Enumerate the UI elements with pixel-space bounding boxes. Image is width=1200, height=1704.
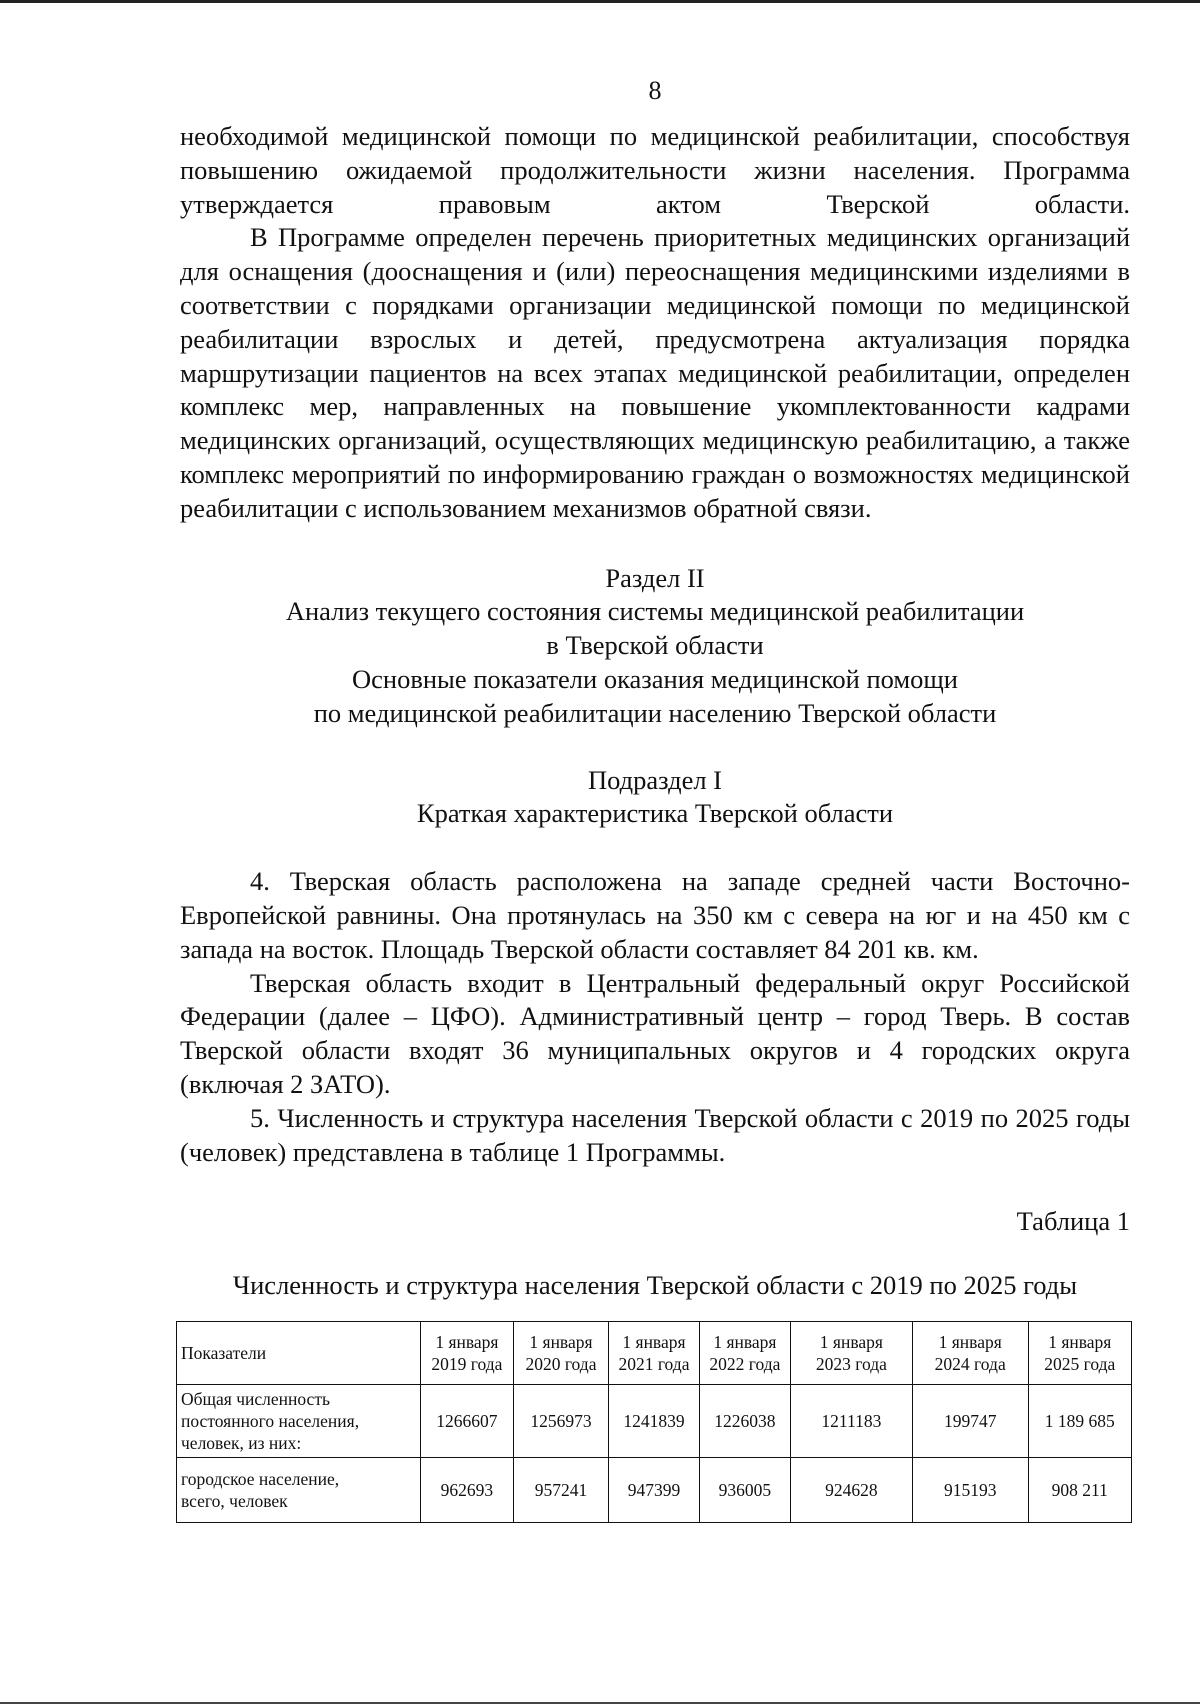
header-year-2021: 1 января 2021 года [609, 1322, 700, 1385]
table-cell: 1211183 [790, 1385, 912, 1458]
table-row [177, 1458, 1132, 1523]
subsection-heading [180, 764, 1130, 832]
points-block [180, 865, 1130, 1169]
table-cell: 957241 [513, 1458, 608, 1523]
header-year-2019: 1 января 2019 года [420, 1322, 513, 1385]
scan-edge-top [0, 0, 1200, 3]
row-label-total-population: Общая численность постоянного населения, человек, из них: [177, 1385, 421, 1458]
page-number: 8 [648, 76, 662, 105]
population-table [176, 1321, 1132, 1523]
point-4-admin-paragraph: Тверская область входит в Центральный федеральный округ Российской Федерации (далее – ЦФО). Административный центр – город Тверь. В состав Тверской области входят 36 муниципальных округов и 4 городских округа (включая 2 ЗАТО). [180, 967, 1130, 1099]
table-cell: 199747 [912, 1385, 1028, 1458]
header-year-2025: 1 января 2025 года [1028, 1322, 1131, 1385]
intro-paragraph-program: В Программе определен перечень приоритетных медицинских организаций для оснащения (дооснащения и (или) переоснащения медицинскими изделиями в соответствии с порядками организации медицинской помощи по медицинской реабилитации взрослых и детей, предусмотрена актуализация порядка маршрутизации пациентов на всех этапах медицинской реабилитации, определен комплекс мер, направленных на повышение укомплектованности кадрами медицинских организаций, осуществляющих медицинскую реабилитацию, а также комплекс мероприятий по информированию граждан о возможностях медицинской реабилитации с использованием механизмов обратной связи. [180, 222, 1130, 523]
intro-paragraph-continuation: необходимой медицинской помощи по медицинской реабилитации, способствуя повышению ожидаемой продолжительности жизни населения. Программа утверждается правовым актом Тверской области. [180, 121, 1130, 219]
section-label: Раздел II [605, 562, 705, 593]
table-cell: 947399 [609, 1458, 700, 1523]
point-5-paragraph: 5. Численность и структура населения Тверской области с 2019 по 2025 годы (человек) представлена в таблице 1 Программы. [180, 1102, 1130, 1167]
row-label-urban-population: городское население, всего, человек [177, 1458, 421, 1523]
section-title-line-1: Анализ текущего состояния системы медицинской реабилитации [285, 596, 1025, 627]
table-title: Численность и структура населения Тверской области с 2019 по 2025 годы [232, 1270, 1078, 1301]
table-cell: 1226038 [699, 1385, 790, 1458]
table-cell: 1 189 685 [1028, 1385, 1131, 1458]
header-year-2020: 1 января 2020 года [513, 1322, 608, 1385]
table-cell: 1266607 [420, 1385, 513, 1458]
table-row [177, 1385, 1132, 1458]
table-cell: 962693 [420, 1458, 513, 1523]
section-subtitle-line-1: Основные показатели оказания медицинской помощи [352, 663, 958, 694]
header-year-2024: 1 января 2024 года [912, 1322, 1028, 1385]
table-cell: 908 211 [1028, 1458, 1131, 1523]
section-subtitle-line-2: по медицинской реабилитации населению Тверской области [313, 697, 997, 728]
table-cell: 915193 [912, 1458, 1028, 1523]
table-cell: 936005 [699, 1458, 790, 1523]
subsection-label: Подраздел I [587, 764, 723, 795]
point-4-paragraph: 4. Тверская область расположена на западе средней части Восточно-Европейской равнины. Она протянулась на 350 км с севера на юг и на 450 км с запада на восток. Площадь Тверской области составляет 84 201 кв. км. [180, 866, 1130, 964]
subsection-title: Краткая характеристика Тверской области [416, 798, 894, 829]
table-cell: 1256973 [513, 1385, 608, 1458]
header-year-2022: 1 января 2022 года [699, 1322, 790, 1385]
header-year-2023: 1 января 2023 года [790, 1322, 912, 1385]
table-cell: 924628 [790, 1458, 912, 1523]
table-cell: 1241839 [609, 1385, 700, 1458]
section-heading [180, 562, 1130, 731]
table-header-row [177, 1322, 1132, 1385]
header-indicator: Показатели [177, 1322, 421, 1385]
page-body [180, 120, 1130, 1303]
section-title-line-2: в Тверской области [546, 630, 764, 661]
table-label: Таблица 1 [1016, 1206, 1130, 1237]
